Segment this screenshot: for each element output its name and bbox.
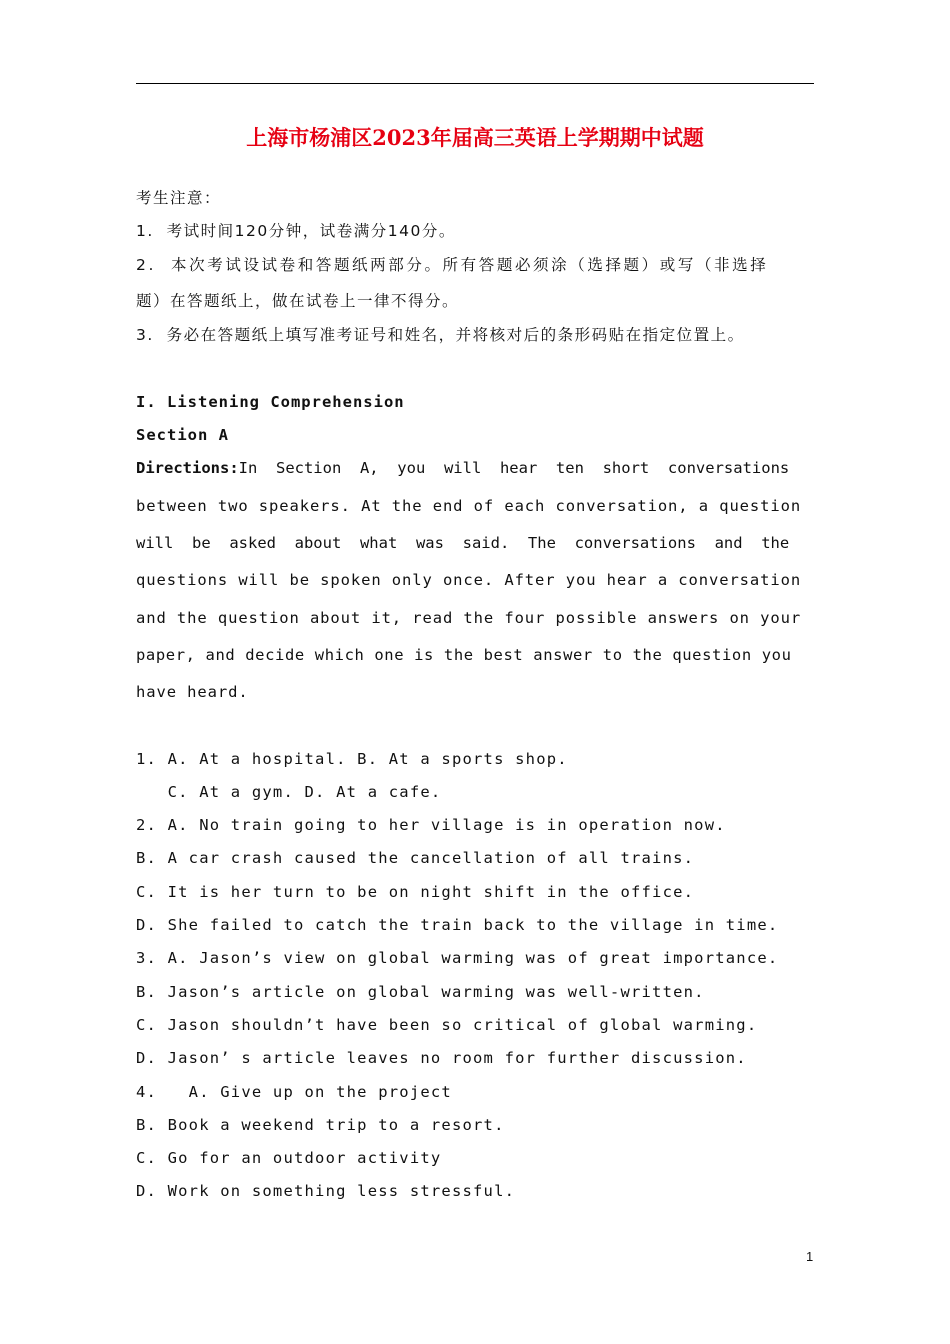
header-rule [136,83,814,84]
question-4-option-d: D. Work on something less stressful. [136,1182,516,1200]
directions-line-4: questions will be spoken only once. After you hear a conversation [136,571,802,589]
notice-heading: 考生注意： [136,189,222,207]
notice-item-1: 1. 考试时间120分钟，试卷满分140分。 [136,222,456,240]
question-3-option-c: C. Jason shouldn’t have been so critical of global warming. [136,1016,758,1034]
notice-item-3: 3. 务必在答题纸上填写准考证号和姓名，并将核对后的条形码贴在指定位置上。 [136,326,745,344]
directions-line-1 [136,458,789,478]
question-4-option-b: B. Book a weekend trip to a resort. [136,1116,505,1134]
notice-item-2: 2. 本次考试设试卷和答题纸两部分。所有答题必须涂（选择题）或写（非选择 [136,256,769,274]
directions-line-6: paper, and decide which one is the best answer to the question you [136,646,792,664]
question-2-option-a: 2. A. No train going to her village is in operation now. [136,816,726,834]
question-2-option-b: B. A car crash caused the cancellation of all trains. [136,849,695,867]
question-3-option-d: D. Jason’ s article leaves no room for further discussion. [136,1049,747,1067]
question-1-line-2: C. At a gym. D. At a cafe. [136,783,442,801]
notice-item-2-cont: 题）在答题纸上，做在试卷上一律不得分。 [136,292,460,310]
question-2-option-c: C. It is her turn to be on night shift in the office. [136,883,695,901]
question-4-option-c: C. Go for an outdoor activity [136,1149,442,1167]
page-number: 1 [806,1249,814,1264]
page-title: 上海市杨浦区2023年届高三英语上学期期中试题 [246,125,704,150]
question-3-option-b: B. Jason’s article on global warming was well-written. [136,983,705,1001]
directions-line-7: have heard. [136,683,249,701]
directions-line-3: will be asked about what was said. The conversations and the [136,534,790,552]
directions-line-5: and the question about it, read the four possible answers on your [136,609,802,627]
question-2-option-d: D. She failed to catch the train back to the village in time. [136,916,779,934]
directions-text-1: In Section A, you will hear ten short conversations [238,459,790,477]
directions-line-2: between two speakers. At the end of each conversation, a question [136,497,802,515]
question-1-line-1: 1. A. At a hospital. B. At a sports shop. [136,750,568,768]
question-4-option-a: 4. A. Give up on the project [136,1083,452,1101]
directions-label: Directions: [136,459,239,477]
question-3-option-a: 3. A. Jason’s view on global warming was of great importance. [136,949,779,967]
part-title: I. Listening Comprehension [136,393,405,411]
section-title: Section A [136,426,229,444]
